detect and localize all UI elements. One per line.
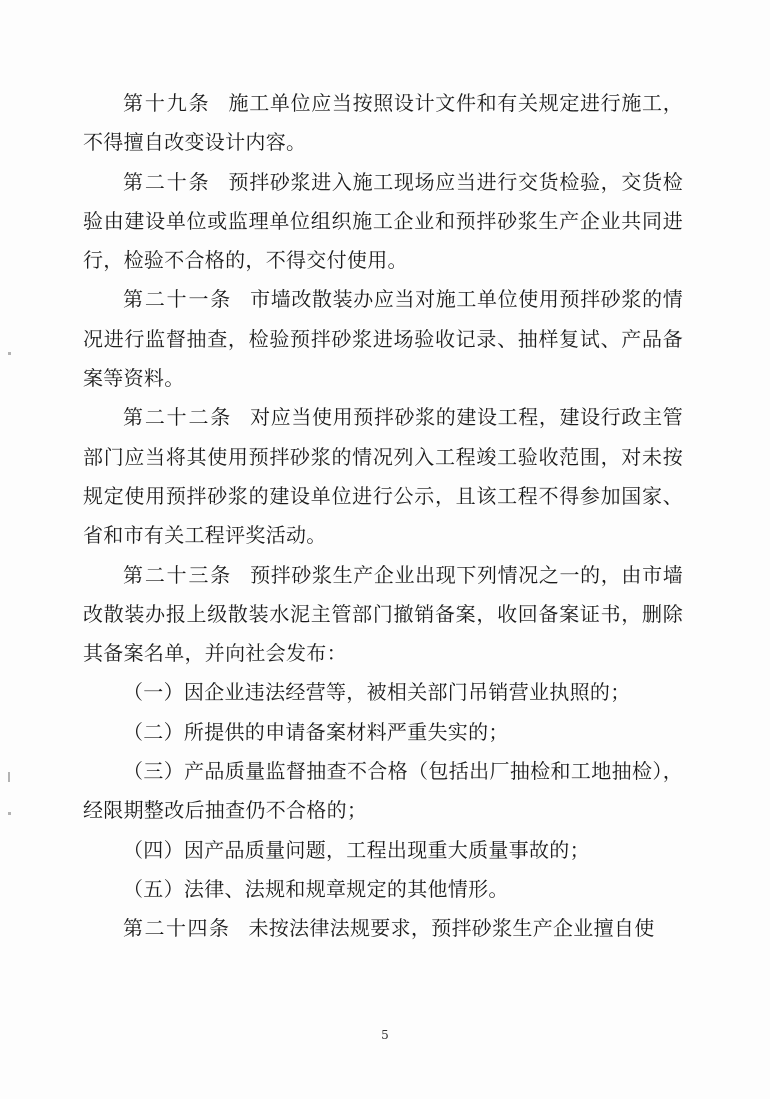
document-body (83, 84, 683, 949)
article-heading: 第二十条 (123, 169, 211, 194)
article-text: 施工单位应当按照设计文件和有关规定进行施工，不得擅自改变设计内容。 (83, 91, 684, 155)
list-item-text: （一）因企业违法经营等，被相关部门吊销营业执照的； (123, 680, 631, 705)
article-21 (83, 280, 683, 398)
article-text: 对应当使用预拌砂浆的建设工程，建设行政主管部门应当将其使用预拌砂浆的情况列入工程竣工验收范围，对未按规定使用预拌砂浆的建设单位进行公示，且该工程不得参加国家、省和市有关工程评奖活动。 (83, 405, 683, 548)
list-item (83, 673, 683, 712)
list-item-text: （四）因产品质量问题，工程出现重大质量事故的； (123, 837, 590, 862)
binding-mark (8, 772, 10, 782)
page-number: 5 (381, 1028, 389, 1042)
article-text: 预拌砂浆进入施工现场应当进行交货检验，交货检验由建设单位或监理单位组织施工企业和预拌砂浆生产企业共同进行，检验不合格的，不得交付使用。 (83, 169, 684, 273)
article-22 (83, 398, 683, 555)
article-19 (83, 84, 683, 163)
list-item (83, 870, 683, 909)
article-20 (83, 163, 683, 281)
list-item-text: （二）所提供的申请备案材料严重失实的； (123, 719, 509, 744)
article-23 (83, 556, 683, 674)
list-item (83, 713, 683, 752)
binding-mark (8, 352, 11, 355)
list-item (83, 831, 683, 870)
list-item-text: （三）产品质量监督抽查不合格（包括出厂抽检和工地抽检），经限期整改后抽查仍不合格的； (83, 759, 683, 823)
binding-mark (8, 812, 11, 815)
article-text: 预拌砂浆生产企业出现下列情况之一的，由市墙改散装办报上级散装水泥主管部门撤销备案，收回备案证书，删除其备案名单，并向社会发布： (83, 562, 683, 666)
article-heading: 第二十二条 (123, 405, 233, 430)
article-heading: 第二十三条 (123, 562, 233, 587)
article-24 (83, 909, 683, 948)
article-heading: 第二十四条 (123, 916, 231, 941)
article-heading: 第二十一条 (123, 287, 233, 312)
list-item-text: （五）法律、法规和规章规定的其他情形。 (123, 876, 509, 901)
list-item (83, 752, 683, 831)
article-heading: 第十九条 (123, 91, 211, 115)
article-text: 未按法律法规要求，预拌砂浆生产企业擅自使 (248, 916, 655, 941)
article-text: 市墙改散装办应当对施工单位使用预拌砂浆的情况进行监督抽查，检验预拌砂浆进场验收记录、抽样复试、产品备案等资料。 (83, 287, 683, 391)
